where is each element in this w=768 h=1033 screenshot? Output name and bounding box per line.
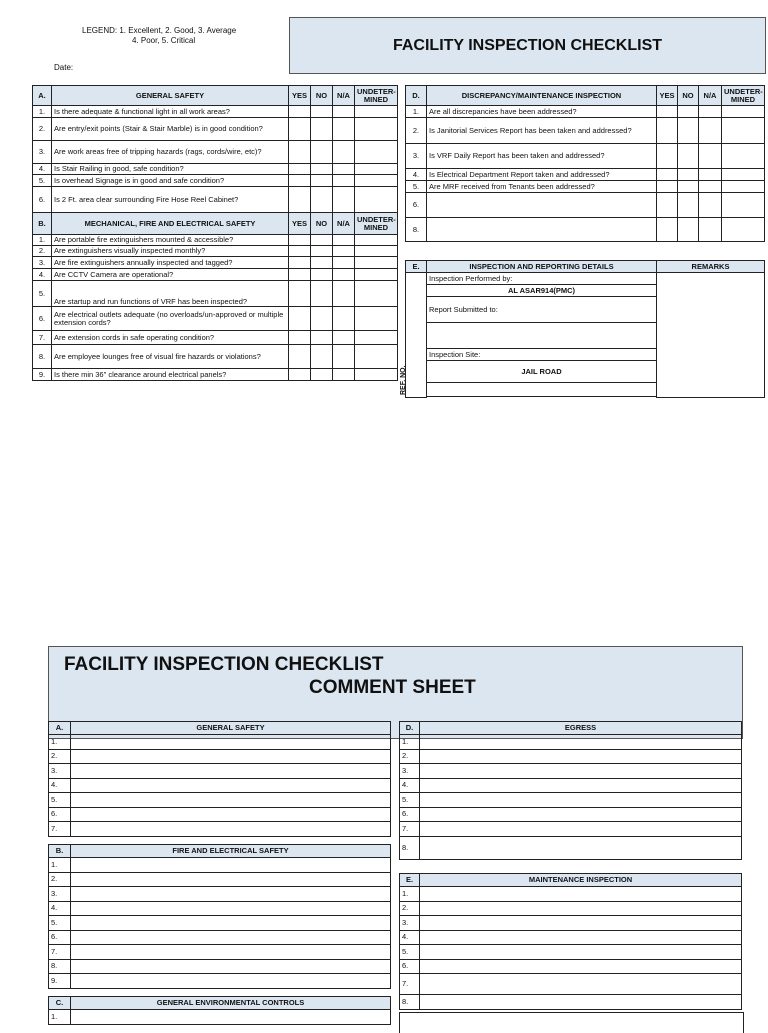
checkbox-cell[interactable] [311, 187, 333, 213]
checkbox-cell[interactable] [657, 106, 678, 118]
checkbox-cell[interactable] [311, 235, 333, 246]
table-row: 7. [49, 822, 391, 837]
comment-field[interactable] [71, 872, 391, 887]
section-heading: MECHANICAL, FIRE AND ELECTRICAL SAFETY [52, 213, 289, 235]
section-letter: E. [406, 261, 427, 273]
table-row: 8. [400, 836, 742, 859]
section-heading: GENERAL ENVIRONMENTAL CONTROLS [71, 997, 391, 1010]
checkbox-cell[interactable] [311, 164, 333, 175]
legend-line-1: LEGEND: 1. Excellent, 2. Good, 3. Average [82, 26, 237, 35]
col-yes: YES [289, 213, 311, 235]
section-letter: E. [400, 874, 420, 887]
checkbox-cell[interactable] [699, 193, 722, 218]
table-row: 4. Is Stair Railing in good, safe condition? [33, 164, 398, 175]
section-letter: A. [49, 722, 71, 735]
performed-by-label: Inspection Performed by: [427, 273, 657, 285]
checkbox-cell[interactable] [311, 331, 333, 345]
comment-b-table [48, 844, 391, 989]
comment-field[interactable] [71, 764, 391, 779]
section-heading: GENERAL SAFETY [71, 722, 391, 735]
comment-field[interactable] [420, 735, 742, 750]
table-row: 9. [49, 974, 391, 989]
section-heading: DISCREPANCY/MAINTENANCE INSPECTION [427, 86, 657, 106]
section-heading: GENERAL SAFETY [52, 86, 289, 106]
table-row: 1. Is there adequate & functional light in all work areas? [33, 106, 398, 118]
table-row: 4. [400, 930, 742, 945]
legend-line-2: 4. Poor, 5. Critical [132, 36, 196, 45]
table-row: 2. [49, 749, 391, 764]
checkbox-cell[interactable] [311, 257, 333, 269]
checkbox-cell[interactable] [289, 307, 311, 331]
table-row: 8. [400, 995, 742, 1010]
blank-field[interactable] [427, 323, 657, 349]
comment-field[interactable] [71, 945, 391, 960]
checkbox-cell[interactable] [722, 106, 765, 118]
table-row: 2. Are extinguishers visually inspected monthly? [33, 246, 398, 257]
table-row: 3. [49, 887, 391, 902]
checkbox-cell[interactable] [355, 141, 398, 164]
checkbox-cell[interactable] [311, 141, 333, 164]
checkbox-cell[interactable] [289, 369, 311, 381]
checkbox-cell[interactable] [289, 345, 311, 369]
page-title: FACILITY INSPECTION CHECKLIST [392, 37, 663, 54]
checkbox-cell[interactable] [289, 106, 311, 118]
checkbox-cell[interactable] [722, 118, 765, 144]
checkbox-cell[interactable] [678, 218, 699, 242]
col-na: N/A [333, 213, 355, 235]
table-row: 7. Are extension cords in safe operating condition? [33, 331, 398, 345]
remarks-header: REMARKS [657, 261, 765, 273]
checkbox-cell[interactable] [311, 369, 333, 381]
comment-field[interactable] [420, 749, 742, 764]
table-row: 3. [49, 764, 391, 779]
checkbox-cell[interactable] [333, 164, 355, 175]
col-no: NO [311, 213, 333, 235]
table-row: 5. [49, 916, 391, 931]
report-submitted-label: Report Submitted to: [427, 297, 657, 323]
checkbox-cell[interactable] [722, 181, 765, 193]
section-letter: B. [33, 213, 52, 235]
comment-field[interactable] [420, 959, 742, 974]
comment-field[interactable] [71, 930, 391, 945]
col-na: N/A [699, 86, 722, 106]
col-na: N/A [333, 86, 355, 106]
table-row: 2. [400, 749, 742, 764]
checkbox-cell[interactable] [289, 141, 311, 164]
section-letter: B. [49, 845, 71, 858]
table-row: 3. Are work areas free of tripping hazards (rags, cords/wire, etc)? [33, 141, 398, 164]
comment-e-table [399, 873, 742, 1010]
table-row: 9. Is there min 36" clearance around electrical panels? [33, 369, 398, 381]
ref-no-cell [400, 273, 427, 398]
table-row: 6. [406, 193, 765, 218]
checkbox-cell[interactable] [333, 281, 355, 307]
ref-no-label: REF. NO. [400, 364, 407, 395]
performed-by-value: AL ASAR914(PMC) [427, 285, 657, 297]
checkbox-cell[interactable] [355, 345, 398, 369]
checkbox-cell[interactable] [311, 175, 333, 187]
checkbox-cell[interactable] [678, 106, 699, 118]
comment-field[interactable] [420, 930, 742, 945]
comment-field[interactable] [71, 974, 391, 989]
table-row: 1. [49, 735, 391, 750]
inspection-site-value: JAIL ROAD [427, 361, 657, 383]
section-letter: A. [33, 86, 52, 106]
checkbox-cell[interactable] [678, 181, 699, 193]
checkbox-cell[interactable] [311, 307, 333, 331]
comment-field[interactable] [71, 807, 391, 822]
table-row: 3. Is VRF Daily Report has been taken and addressed? [406, 144, 765, 169]
title-box [289, 17, 766, 74]
checkbox-cell[interactable] [355, 106, 398, 118]
checkbox-cell[interactable] [657, 169, 678, 181]
checkbox-cell[interactable] [289, 175, 311, 187]
comment-field[interactable] [420, 807, 742, 822]
comment-d-table [399, 721, 742, 860]
checkbox-cell[interactable] [311, 118, 333, 141]
checkbox-cell[interactable] [333, 187, 355, 213]
comment-a-table [48, 721, 391, 837]
checkbox-cell[interactable] [722, 144, 765, 169]
table-row: 1. [400, 735, 742, 750]
table-row: 2. [400, 901, 742, 916]
table-row: 8. [406, 218, 765, 242]
checkbox-cell[interactable] [657, 118, 678, 144]
comment-field[interactable] [420, 901, 742, 916]
table-row: 4. Are CCTV Camera are operational? [33, 269, 398, 281]
checkbox-cell[interactable] [657, 218, 678, 242]
section-heading: INSPECTION AND REPORTING DETAILS [427, 261, 657, 273]
comment-field[interactable] [420, 836, 742, 859]
checkbox-cell[interactable] [333, 257, 355, 269]
table-row: 6. Is 2 Ft. area clear surrounding Fire Hose Reel Cabinet? [33, 187, 398, 213]
col-yes: YES [289, 86, 311, 106]
checkbox-cell[interactable] [699, 118, 722, 144]
checkbox-cell[interactable] [678, 193, 699, 218]
checkbox-cell[interactable] [333, 369, 355, 381]
checkbox-cell[interactable] [289, 331, 311, 345]
table-row: 5. [49, 793, 391, 808]
checkbox-cell[interactable] [699, 144, 722, 169]
table-row: 2. Are entry/exit points (Stair & Stair Marble) is in good condition? [33, 118, 398, 141]
checkbox-cell[interactable] [355, 235, 398, 246]
table-row: 1. Are portable fire extinguishers mounted & accessible? [33, 235, 398, 246]
checkbox-cell[interactable] [657, 144, 678, 169]
comment-field[interactable] [71, 858, 391, 873]
checkbox-cell[interactable] [355, 257, 398, 269]
table-row: 5. Is overhead Signage is in good and safe condition? [33, 175, 398, 187]
checkbox-cell[interactable] [289, 164, 311, 175]
checkbox-cell[interactable] [722, 193, 765, 218]
checkbox-cell[interactable] [333, 307, 355, 331]
table-row: 8. [49, 959, 391, 974]
col-undetermined: UNDETER-MINED [355, 213, 398, 235]
comment-field[interactable] [71, 959, 391, 974]
col-undetermined: UNDETER-MINED [355, 86, 398, 106]
comment-field[interactable] [420, 822, 742, 837]
legend [82, 26, 236, 46]
checkbox-cell[interactable] [289, 235, 311, 246]
comment-field[interactable] [420, 887, 742, 902]
comment-field[interactable] [71, 916, 391, 931]
section-heading: EGRESS [420, 722, 742, 735]
checkbox-cell[interactable] [289, 118, 311, 141]
checkbox-cell[interactable] [355, 187, 398, 213]
comment-field[interactable] [420, 974, 742, 995]
comment-field[interactable] [420, 995, 742, 1010]
checkbox-cell[interactable] [311, 246, 333, 257]
checkbox-cell[interactable] [333, 269, 355, 281]
table-row: 5. Are startup and run functions of VRF has been inspected? [33, 281, 398, 307]
checkbox-cell[interactable] [311, 345, 333, 369]
table-row: 5. Are MRF received from Tenants been addressed? [406, 181, 765, 193]
comment-field[interactable] [71, 1010, 391, 1025]
col-undetermined: UNDETER-MINED [722, 86, 765, 106]
checkbox-cell[interactable] [311, 106, 333, 118]
checkbox-cell[interactable] [699, 218, 722, 242]
col-no: NO [311, 86, 333, 106]
section-letter: D. [400, 722, 420, 735]
section-heading: MAINTENANCE INSPECTION [420, 874, 742, 887]
comment-field[interactable] [420, 764, 742, 779]
checkbox-cell[interactable] [333, 331, 355, 345]
section-letter: D. [406, 86, 427, 106]
checkbox-cell[interactable] [311, 281, 333, 307]
comment-field[interactable] [71, 793, 391, 808]
table-row: 6. [49, 807, 391, 822]
checkbox-cell[interactable] [289, 187, 311, 213]
comment-field[interactable] [71, 749, 391, 764]
blank-field[interactable] [427, 383, 657, 397]
comment-field[interactable] [420, 916, 742, 931]
checkbox-cell[interactable] [657, 193, 678, 218]
table-row: 2. Is Janitorial Services Report has been taken and addressed? [406, 118, 765, 144]
table-row: 7. [400, 822, 742, 837]
table-row: 4. [49, 778, 391, 793]
table-row: 5. [400, 945, 742, 960]
table-row: 3. Are fire extinguishers annually inspected and tagged? [33, 257, 398, 269]
table-row: 7. [400, 974, 742, 995]
table-row: 1. [49, 1010, 391, 1025]
checkbox-cell[interactable] [678, 169, 699, 181]
checkbox-cell[interactable] [333, 141, 355, 164]
section-a-table [32, 85, 398, 381]
table-row: 1. Are all discrepancies have been addressed? [406, 106, 765, 118]
checkbox-cell[interactable] [355, 331, 398, 345]
inspection-site-label: Inspection Site: [427, 349, 657, 361]
table-row: 4. Is Electrical Department Report taken and addressed? [406, 169, 765, 181]
checkbox-cell[interactable] [699, 169, 722, 181]
checkbox-cell[interactable] [678, 118, 699, 144]
table-row: 4. [400, 778, 742, 793]
table-row: 7. [49, 945, 391, 960]
date-label: Date: [54, 63, 74, 72]
checkbox-cell[interactable] [289, 246, 311, 257]
checkbox-cell[interactable] [699, 106, 722, 118]
col-no: NO [678, 86, 699, 106]
table-row: 6. Are electrical outlets adequate (no overloads/un-approved or multiple extension cords? [33, 307, 398, 331]
comment-field[interactable] [420, 793, 742, 808]
checkbox-cell[interactable] [722, 218, 765, 242]
table-row: 1. [49, 858, 391, 873]
checkbox-cell[interactable] [355, 269, 398, 281]
table-row: 6. [400, 807, 742, 822]
checkbox-cell[interactable] [311, 269, 333, 281]
checkbox-cell[interactable] [355, 369, 398, 381]
comment-field[interactable] [71, 901, 391, 916]
checkbox-cell[interactable] [657, 181, 678, 193]
comment-field[interactable] [71, 887, 391, 902]
checkbox-cell[interactable] [333, 235, 355, 246]
comment-sheet-subtitle: COMMENT SHEET [309, 677, 476, 698]
comment-field[interactable] [71, 735, 391, 750]
checkbox-cell[interactable] [289, 281, 311, 307]
checkbox-cell[interactable] [355, 307, 398, 331]
col-yes: YES [657, 86, 678, 106]
comment-field[interactable] [71, 822, 391, 837]
table-row: 4. [49, 901, 391, 916]
section-heading: FIRE AND ELECTRICAL SAFETY [71, 845, 391, 858]
table-row: 6. [400, 959, 742, 974]
table-row: 1. [400, 887, 742, 902]
checkbox-cell[interactable] [333, 118, 355, 141]
table-row: 8. Are employee lounges free of visual fire hazards or violations? [33, 345, 398, 369]
checkbox-cell[interactable] [289, 269, 311, 281]
checkbox-cell[interactable] [333, 106, 355, 118]
comment-e-extra-row[interactable] [399, 1012, 744, 1033]
checkbox-cell[interactable] [355, 118, 398, 141]
table-row: 6. [49, 930, 391, 945]
table-row: 3. [400, 916, 742, 931]
checkbox-cell[interactable] [333, 175, 355, 187]
checkbox-cell[interactable] [355, 281, 398, 307]
table-row: 2. [49, 872, 391, 887]
checkbox-cell[interactable] [722, 169, 765, 181]
remarks-field[interactable] [657, 273, 765, 398]
checkbox-cell[interactable] [355, 246, 398, 257]
table-row: 5. [400, 793, 742, 808]
section-letter: C. [49, 997, 71, 1010]
checkbox-cell[interactable] [289, 257, 311, 269]
checkbox-cell[interactable] [355, 175, 398, 187]
comment-field[interactable] [71, 778, 391, 793]
checkbox-cell[interactable] [355, 164, 398, 175]
section-e-table [400, 260, 765, 398]
checkbox-cell[interactable] [333, 246, 355, 257]
table-row: 3. [400, 764, 742, 779]
comment-sheet-title: FACILITY INSPECTION CHECKLIST [64, 654, 384, 675]
comment-field[interactable] [420, 778, 742, 793]
checkbox-cell[interactable] [699, 181, 722, 193]
checkbox-cell[interactable] [333, 345, 355, 369]
comment-c-table [48, 996, 391, 1025]
comment-field[interactable] [420, 945, 742, 960]
section-d-table [405, 85, 765, 242]
checkbox-cell[interactable] [678, 144, 699, 169]
